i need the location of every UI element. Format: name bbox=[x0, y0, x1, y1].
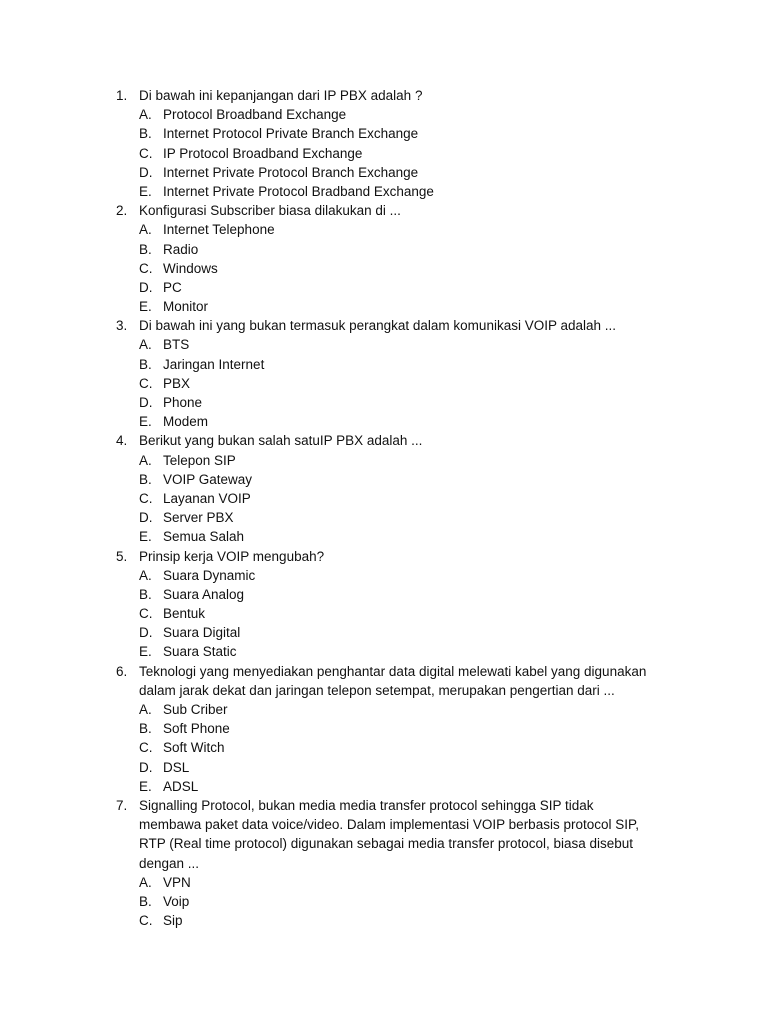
answer-option bbox=[0, 335, 768, 354]
option-letter: E. bbox=[139, 183, 152, 199]
option-text: VOIP Gateway bbox=[163, 471, 253, 487]
option-letter: B. bbox=[139, 471, 152, 487]
option-text: Suara Analog bbox=[163, 586, 245, 602]
question-line bbox=[0, 547, 768, 566]
option-text: Layanan VOIP bbox=[163, 490, 251, 506]
option-letter: B. bbox=[139, 356, 152, 372]
question-number: 3. bbox=[116, 318, 128, 334]
question-item bbox=[0, 431, 768, 546]
question-item bbox=[0, 547, 768, 662]
question-text-continued: dalam jarak dekat dan jaringan telepon setempat, merupakan pengertian dari ... bbox=[139, 682, 615, 698]
option-text: Radio bbox=[163, 241, 199, 257]
option-letter: A. bbox=[139, 874, 152, 890]
question-line bbox=[0, 662, 768, 681]
option-text: Soft Phone bbox=[163, 721, 230, 737]
option-letter: D. bbox=[139, 279, 153, 295]
question-text: Teknologi yang menyediakan penghantar data digital melewati kabel yang digunakan bbox=[139, 663, 647, 679]
question-line bbox=[0, 796, 768, 815]
option-letter: B. bbox=[139, 721, 152, 737]
quiz-page bbox=[0, 86, 768, 930]
option-text: PC bbox=[163, 279, 182, 295]
question-item bbox=[0, 316, 768, 431]
option-letter: D. bbox=[139, 164, 153, 180]
question-text-continued: membawa paket data voice/video. Dalam implementasi VOIP berbasis protocol SIP, bbox=[139, 817, 640, 833]
option-letter: A. bbox=[139, 452, 152, 468]
question-text: Berikut yang bukan salah satuIP PBX adalah ... bbox=[139, 433, 423, 449]
question-text: Signalling Protocol, bukan media media transfer protocol sehingga SIP tidak bbox=[139, 797, 594, 813]
option-text: Modem bbox=[163, 414, 209, 430]
option-letter: B. bbox=[139, 893, 152, 909]
answer-option bbox=[0, 508, 768, 527]
option-letter: B. bbox=[139, 241, 152, 257]
option-text: BTS bbox=[163, 337, 190, 353]
option-letter: A. bbox=[139, 702, 152, 717]
answer-option bbox=[0, 719, 768, 738]
answer-option bbox=[0, 777, 768, 796]
answer-option bbox=[0, 374, 768, 393]
question-text-continued: RTP (Real time protocol) digunakan sebagai media transfer protocol, biasa disebut bbox=[139, 836, 634, 852]
question-text-continued: dengan ... bbox=[139, 855, 200, 871]
option-text: IP Protocol Broadband Exchange bbox=[163, 145, 363, 161]
option-letter: C. bbox=[139, 913, 153, 929]
answer-option bbox=[0, 623, 768, 642]
option-text: Sip bbox=[163, 913, 183, 929]
option-letter: A. bbox=[139, 337, 152, 353]
answer-option bbox=[0, 412, 768, 431]
answer-option bbox=[0, 738, 768, 757]
question-number: 6. bbox=[116, 663, 128, 679]
question-text: Di bawah ini kepanjangan dari IP PBX adalah ? bbox=[139, 88, 423, 103]
question-number: 5. bbox=[116, 548, 128, 564]
question-number: 1. bbox=[116, 88, 128, 103]
answer-option bbox=[0, 297, 768, 316]
question-text: Di bawah ini yang bukan termasuk perangkat dalam komunikasi VOIP adalah ... bbox=[139, 318, 617, 334]
answer-option bbox=[0, 259, 768, 278]
option-text: Windows bbox=[163, 260, 218, 276]
answer-option bbox=[0, 355, 768, 374]
option-letter: D. bbox=[139, 395, 153, 410]
option-text: Phone bbox=[163, 395, 203, 410]
option-text: Telepon SIP bbox=[163, 452, 236, 468]
answer-option bbox=[0, 220, 768, 239]
option-letter: C. bbox=[139, 740, 153, 756]
option-letter: C. bbox=[139, 145, 153, 161]
option-letter: A. bbox=[139, 567, 152, 583]
question-number: 7. bbox=[116, 797, 128, 813]
answer-option bbox=[0, 489, 768, 508]
option-letter: B. bbox=[139, 586, 152, 602]
option-text: Server PBX bbox=[163, 510, 234, 526]
option-text: Suara Digital bbox=[163, 625, 241, 641]
answer-option bbox=[0, 393, 768, 412]
question-line bbox=[0, 86, 768, 105]
option-letter: D. bbox=[139, 759, 153, 775]
question-line bbox=[0, 431, 768, 450]
question-text: Prinsip kerja VOIP mengubah? bbox=[139, 548, 325, 564]
answer-option bbox=[0, 527, 768, 546]
option-text: Semua Salah bbox=[163, 529, 245, 545]
option-text: DSL bbox=[163, 759, 190, 775]
option-text: Suara Dynamic bbox=[163, 567, 256, 583]
option-text: Monitor bbox=[163, 299, 209, 315]
option-text: Sub Criber bbox=[163, 702, 228, 717]
answer-option bbox=[0, 278, 768, 297]
option-text: Jaringan Internet bbox=[163, 356, 265, 372]
option-text: ADSL bbox=[163, 778, 199, 794]
answer-option bbox=[0, 566, 768, 585]
option-text: Suara Static bbox=[163, 644, 237, 660]
option-text: Bentuk bbox=[163, 606, 206, 622]
question-item bbox=[0, 796, 768, 930]
option-letter: A. bbox=[139, 222, 152, 238]
option-letter: C. bbox=[139, 260, 153, 276]
question-item bbox=[0, 201, 768, 316]
answer-option bbox=[0, 585, 768, 604]
option-text: Soft Witch bbox=[163, 740, 225, 756]
option-text: Internet Private Protocol Branch Exchange bbox=[163, 164, 419, 180]
answer-option bbox=[0, 182, 768, 201]
option-text: PBX bbox=[163, 375, 191, 391]
question-line bbox=[0, 316, 768, 335]
answer-option bbox=[0, 144, 768, 163]
answer-option bbox=[0, 873, 768, 892]
answer-option bbox=[0, 240, 768, 259]
answer-option bbox=[0, 451, 768, 470]
answer-option bbox=[0, 892, 768, 911]
answer-option bbox=[0, 911, 768, 930]
answer-option bbox=[0, 700, 768, 719]
option-letter: A. bbox=[139, 107, 152, 123]
option-letter: E. bbox=[139, 529, 152, 545]
option-text: Protocol Broadband Exchange bbox=[163, 107, 347, 123]
question-number: 2. bbox=[116, 203, 128, 219]
option-letter: E. bbox=[139, 644, 152, 660]
answer-option bbox=[0, 470, 768, 489]
question-text: Konfigurasi Subscriber biasa dilakukan di ... bbox=[139, 203, 401, 219]
option-letter: D. bbox=[139, 510, 153, 526]
question-line bbox=[0, 201, 768, 220]
question-item bbox=[0, 662, 768, 796]
option-text: Voip bbox=[163, 893, 190, 909]
option-letter: E. bbox=[139, 414, 152, 430]
option-letter: C. bbox=[139, 490, 153, 506]
option-letter: C. bbox=[139, 375, 153, 391]
option-letter: D. bbox=[139, 625, 153, 641]
option-letter: C. bbox=[139, 606, 153, 622]
question-item bbox=[0, 86, 768, 201]
answer-option bbox=[0, 758, 768, 777]
answer-option bbox=[0, 124, 768, 143]
option-letter: E. bbox=[139, 778, 152, 794]
option-text: VPN bbox=[163, 874, 191, 890]
option-letter: E. bbox=[139, 299, 152, 315]
answer-option bbox=[0, 642, 768, 661]
option-text: Internet Protocol Private Branch Exchange bbox=[163, 126, 419, 142]
option-letter: B. bbox=[139, 126, 152, 142]
question-number: 4. bbox=[116, 433, 128, 449]
answer-option bbox=[0, 105, 768, 124]
answer-option bbox=[0, 604, 768, 623]
option-text: Internet Telephone bbox=[163, 222, 275, 238]
option-text: Internet Private Protocol Bradband Exchange bbox=[163, 183, 434, 199]
answer-option bbox=[0, 163, 768, 182]
